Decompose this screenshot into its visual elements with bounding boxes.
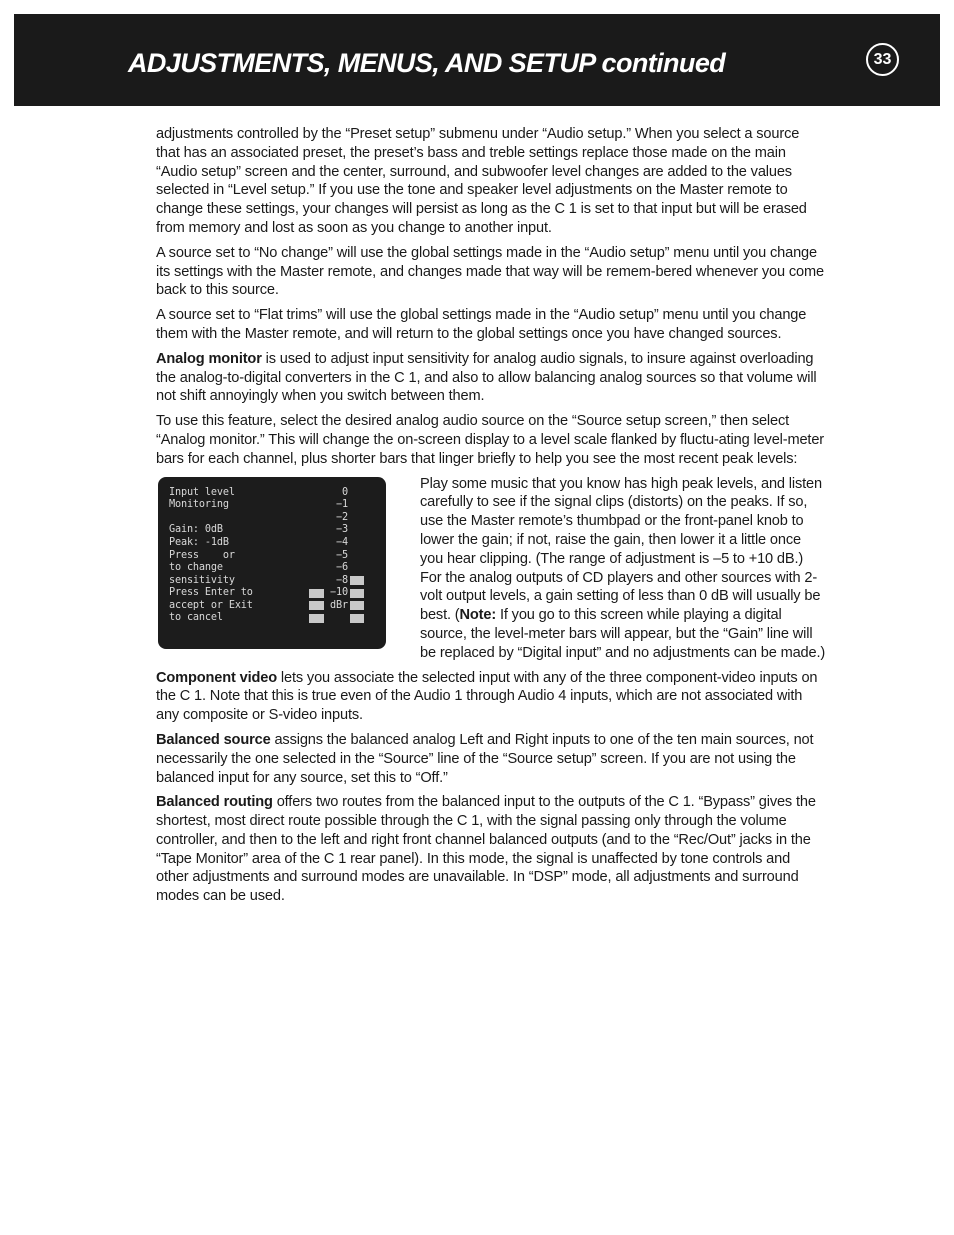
- scale-label: −3: [336, 524, 348, 536]
- level-bar-right: [350, 614, 364, 623]
- scale-label: −1: [336, 499, 348, 511]
- level-bar-left: [309, 601, 324, 610]
- paragraph-balanced-source: [156, 731, 826, 787]
- paragraph-balanced-routing: [156, 793, 826, 906]
- level-bar-right: [350, 589, 364, 598]
- scale-label: −8: [336, 574, 348, 586]
- scale-label: dBr: [330, 599, 348, 611]
- input-level-screen: [158, 477, 386, 649]
- screen-line: to change: [169, 562, 223, 574]
- scale-label: −4: [336, 536, 348, 548]
- paragraph-use-feature: To use this feature, select the desired analog audio source on the “Source setup screen,” then select “Analog monitor.” This will change the on-screen display to a level scale flanked by fluctu-ating level-meter bars for each channel, plus shorter bars that linger briefly to help you see the most recent peak levels:: [156, 413, 825, 467]
- peak-bar-right: [350, 576, 364, 585]
- paragraph-flat-trims: A source set to “Flat trims” will use the global settings made in the “Audio setup” menu until you change them with the Master remote, and will return to the global settings once you have changed sources.: [156, 307, 807, 342]
- term-component-video: Component video: [156, 669, 277, 686]
- screen-line: Monitoring: [169, 499, 229, 511]
- paragraph-preset: adjustments controlled by the “Preset setup” submenu under “Audio setup.” When you select a source that has an associated preset, the preset’s bass and treble settings replace those made on the main “Audio setup” screen and the center, surround, and subwoofer level changes are added to the values selected in “Level setup.” If you use the tone and speaker level adjustments on the Master remote to change these settings, your changes will persist as long as the C 1 is set to that input but will be erased from memory and lost as soon as you change to another input.: [156, 126, 807, 236]
- paragraph-component-video: [156, 669, 826, 725]
- page-number-badge: 33: [866, 43, 899, 76]
- screen-line: Gain: 0dB: [169, 524, 223, 536]
- level-bar-left: [309, 589, 324, 598]
- screen-line: to cancel: [169, 612, 223, 624]
- page-header: [14, 14, 940, 106]
- screen-line: accept or Exit: [169, 599, 253, 611]
- scale-label: −10: [330, 587, 348, 599]
- paragraph-component-video-text: lets you associate the selected input with any of the three component-video inputs on the C 1. Note that this is true even of the Audio 1 through Audio 4 inputs, which are not associated with any composite or S-video inputs.: [156, 669, 818, 724]
- screen-line: Press or: [169, 549, 235, 561]
- scale-label: 0: [342, 486, 348, 498]
- figure-text-after: If you go to this screen while playing a digital source, the level-meter bars will appear, but the “Gain” line will be replaced by “Digital input” and no adjustments can be made.): [420, 607, 826, 661]
- screen-line: Input level: [169, 486, 235, 498]
- screen-line: sensitivity: [169, 574, 235, 586]
- level-scale: [326, 487, 348, 613]
- level-bar-left: [309, 614, 324, 623]
- figure-text-before: Play some music that you know has high peak levels, and listen carefully to see if the signal clips (distorts) on the peaks. If so, use the Master remote’s thumbpad or the front-panel knob to lower the gain; if not, raise the gain, then lower it a little once you hear clipping. (The range of adjustment is –5 to +10 dB.) For the analog outputs of CD players and other sources with 2-volt output levels, a gain setting of less than 0 dB will usually be best. (: [420, 475, 822, 624]
- screen-line: Peak: -1dB: [169, 536, 229, 548]
- paragraph-balanced-source-text: assigns the balanced analog Left and Right inputs to one of the ten main sources, not necessarily the one selected in the “Source” line of the “Source setup” screen. If you are not using the balanced input for any source, set this to “Off.”: [156, 731, 814, 786]
- term-balanced-routing: Balanced routing: [156, 794, 273, 811]
- scale-label: −2: [336, 511, 348, 523]
- scale-label: −6: [336, 562, 348, 574]
- scale-label: −5: [336, 549, 348, 561]
- paragraph-balanced-routing-text: offers two routes from the balanced input to the outputs of the C 1. “Bypass” gives the shortest, most direct route possible through the C 1, with the signal passing only through the volume controller, and then to the left and right front channel balanced outputs (and to the “Rec/Out” jacks in the “Tape Monitor” area of the C 1 rear panel). In this mode, the signal is unaffected by tone controls and other adjustments and surround modes are unavailable. In “DSP” mode, all adjustments and surround modes can be used.: [156, 794, 816, 905]
- term-analog-monitor: Analog monitor: [156, 350, 262, 367]
- level-bar-right: [350, 601, 364, 610]
- page-title: ADJUSTMENTS, MENUS, AND SETUP continued: [128, 48, 726, 78]
- screen-line: Press Enter to: [169, 587, 253, 599]
- paragraph-analog-monitor: [156, 350, 826, 406]
- paragraph-no-change: A source set to “No change” will use the global settings made in the “Audio setup” menu until you change its settings with the Master remote, and changes made that way will be remem-bered whenever you come back to this source.: [156, 244, 824, 299]
- screen-line: [169, 512, 253, 525]
- term-balanced-source: Balanced source: [156, 731, 271, 748]
- paragraph-analog-monitor-text: is used to adjust input sensitivity for analog audio signals, to insure against overloading the analog-to-digital converters in the C 1, and also to allow balancing analog sources so that volume will not shift annoyingly when you switch between them.: [156, 350, 817, 405]
- screen-text: [169, 487, 253, 626]
- note-label: Note:: [459, 607, 497, 624]
- body-text: [156, 125, 826, 912]
